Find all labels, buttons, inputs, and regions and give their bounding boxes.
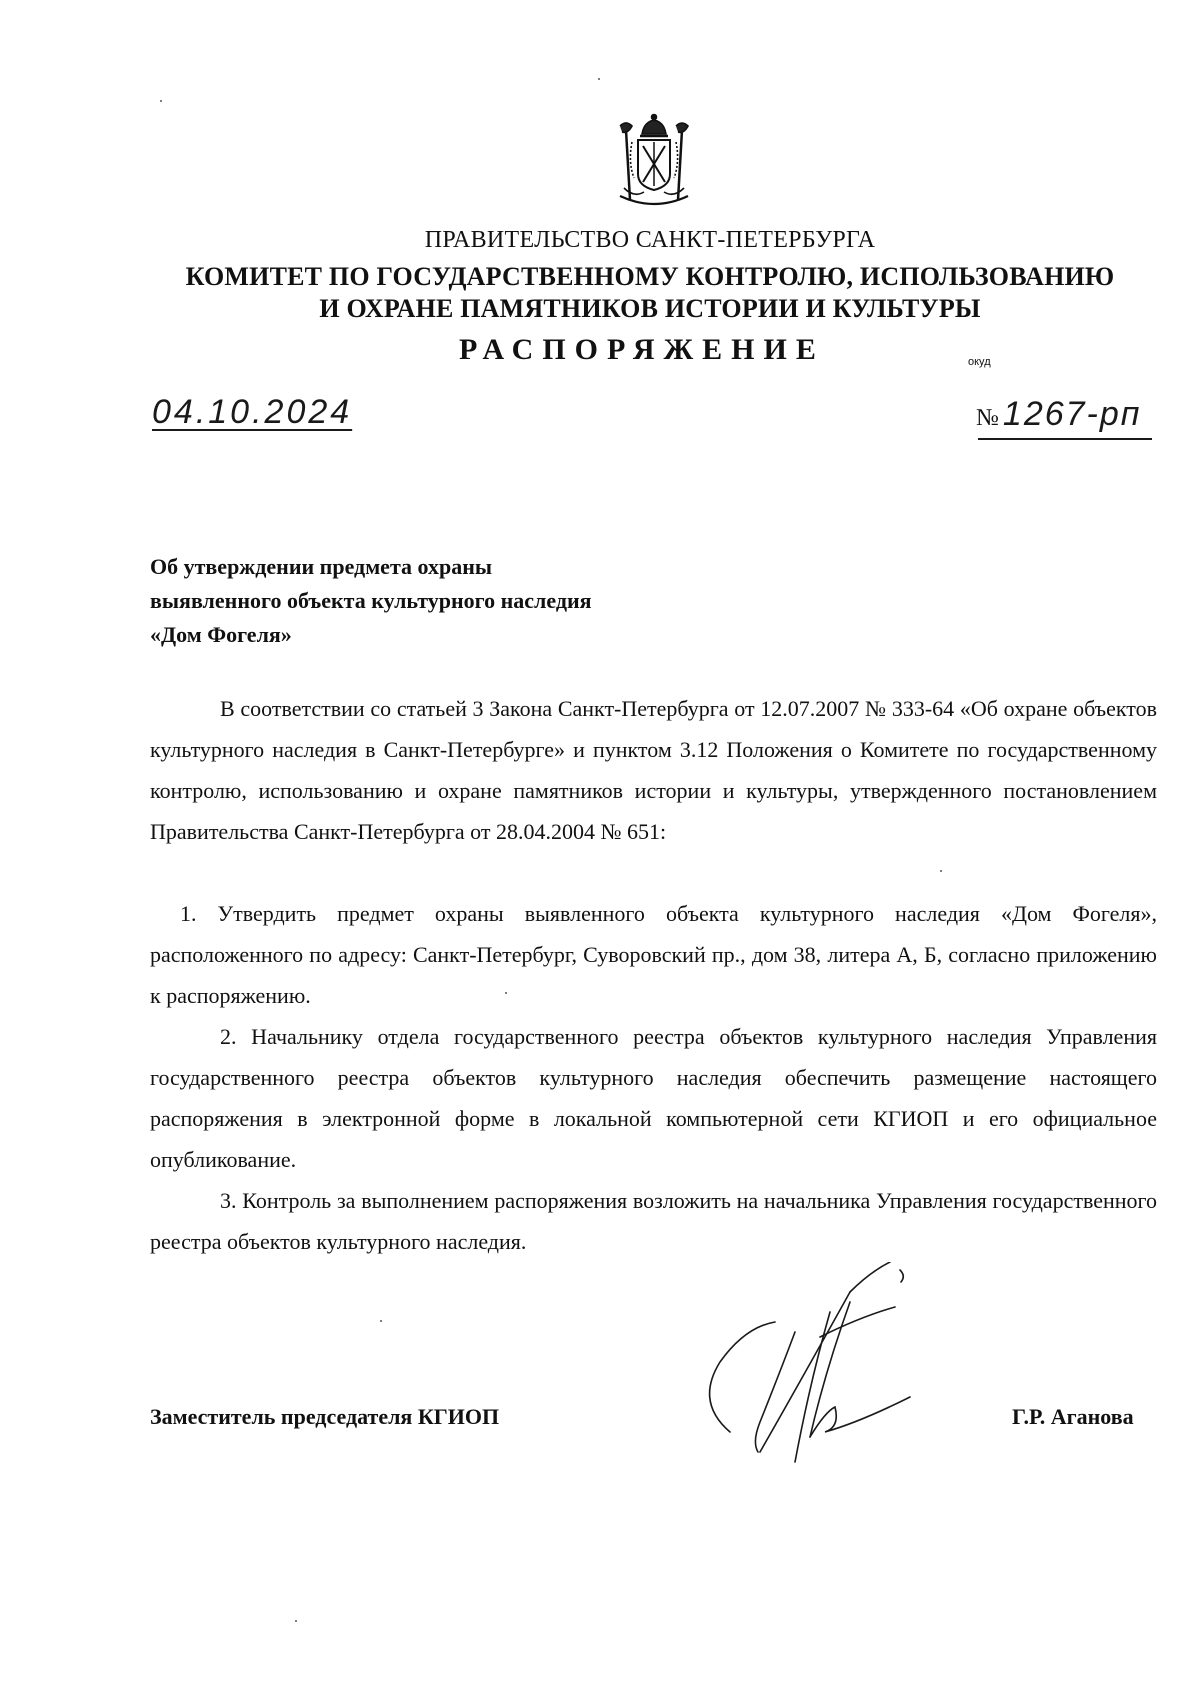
item-paragraph-3 [150,1180,1157,1262]
preamble-paragraph [150,688,1157,852]
signature-icon [700,1262,940,1482]
document-subject [150,550,592,652]
scan-speck [598,78,600,80]
document-date: 04.10.2024 [152,393,353,431]
signatory-name: Г.Р. Аганова [1012,1404,1134,1429]
subject-line: Об утверждении предмета охраны [150,554,493,579]
scan-speck [295,1620,297,1622]
number-value: 1267-рп [1002,395,1142,433]
coat-of-arms-icon [610,112,698,212]
preamble-text: В соответствии со статьей 3 Закона Санкт-Петербурга от 12.07.2007 № 333-64 «Об охране объектов культурного наследия в Санкт-Петербурге» и пунктом 3.12 Положения о Комитете по государственному контролю, использованию и охране памятников истории и культуры, утвержденного постановлением Правительства Санкт-Петербурга от 28.04.2004 № 651: [150,696,1157,844]
item-text: 3. Контроль за выполнением распоряжения возложить на начальника Управления государственного реестра объектов культурного наследия. [150,1188,1157,1254]
scan-speck [380,1320,382,1322]
document-type-title: РАСПОРЯЖЕНИЕ [459,333,825,366]
scan-speck [505,992,507,994]
item-paragraph-1 [150,893,1157,1016]
number-sign: № [976,405,999,431]
subject-line: выявленного объекта культурного наследия [150,588,592,613]
committee-name-line2: И ОХРАНЕ ПАМЯТНИКОВ ИСТОРИИ И КУЛЬТУРЫ [319,294,981,323]
okud-label: окуд [968,356,991,368]
committee-name-line1: КОМИТЕТ ПО ГОСУДАРСТВЕННОМУ КОНТРОЛЮ, ИСПОЛЬЗОВАНИЮ [185,262,1115,291]
government-name: ПРАВИТЕЛЬСТВО САНКТ-ПЕТЕРБУРГА [424,227,876,253]
item-paragraph-2 [150,1016,1157,1180]
subject-line: «Дом Фогеля» [150,622,292,647]
document-number [976,395,1141,434]
signatory-position: Заместитель председателя КГИОП [150,1404,500,1429]
item-text: 1. Утвердить предмет охраны выявленного объекта культурного наследия «Дом Фогеля», расположенного по адресу: Санкт-Петербург, Суворовский пр., дом 38, литера А, Б, согласно приложению к распоряжению. [150,901,1157,1008]
item-text: 2. Начальнику отдела государственного реестра объектов культурного наследия Управления государственного реестра объектов культурного наследия обеспечить размещение настоящего распоряжения в электронной форме в локальной компьютерной сети КГИОП и его официальное опубликование. [150,1024,1157,1172]
scan-speck [940,870,942,872]
scan-speck [160,100,162,102]
number-underline [978,438,1152,440]
